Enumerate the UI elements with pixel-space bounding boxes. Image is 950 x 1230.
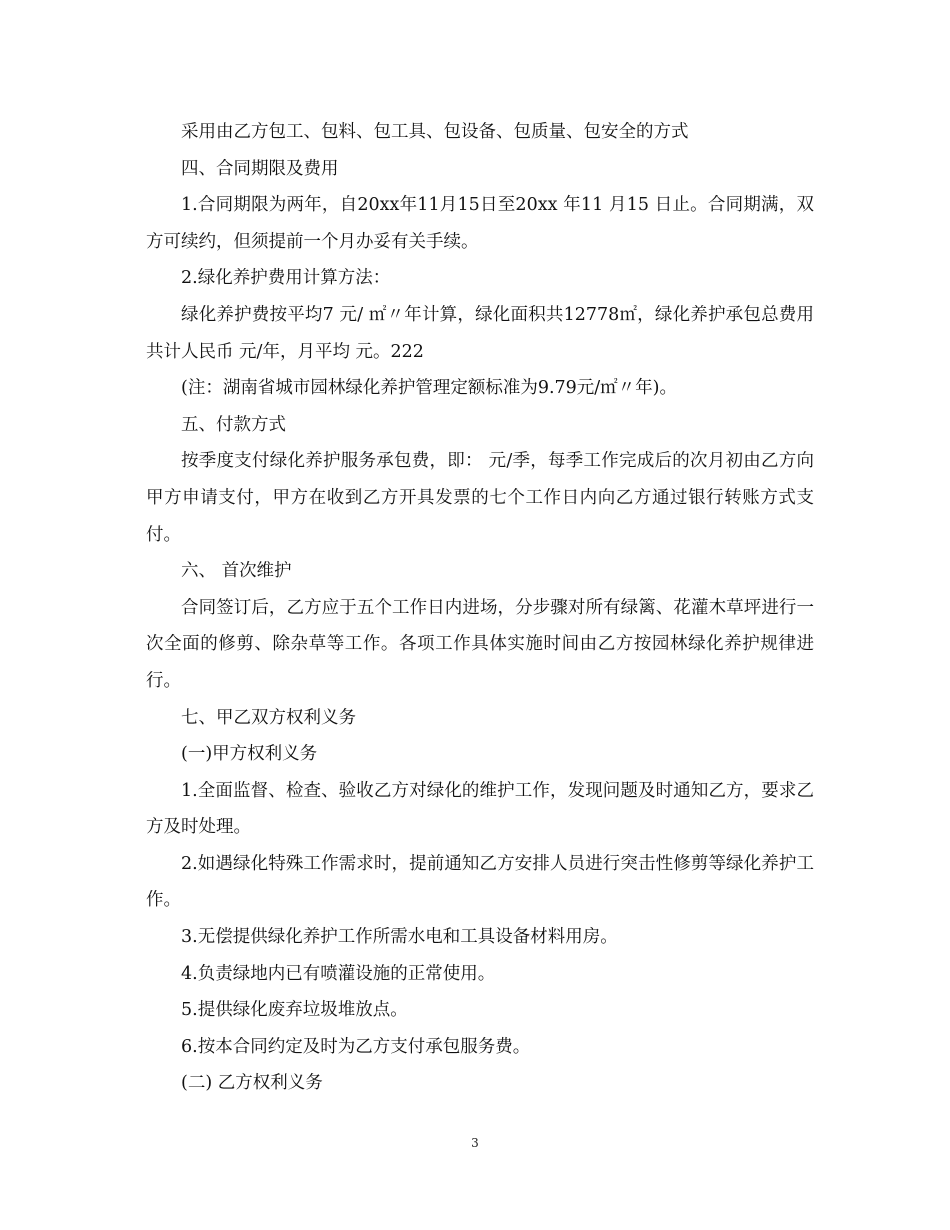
paragraph-first-maintenance: 合同签订后，乙方应于五个工作日内进场，分步骤对所有绿篱、花灌木草坪进行一次全面的修剪、除杂草等工作。各项工作具体实施时间由乙方按园林绿化养护规律进行。: [146, 597, 814, 691]
heading-party-a-rights: (一)甲方权利义务: [181, 744, 318, 765]
paragraph-fee-note: (注：湖南省城市园林绿化养护管理定额标准为9.79元/㎡〃年)。: [181, 378, 678, 399]
paragraph-party-a-item-1: 1.全面监督、检查、验收乙方对绿化的维护工作，发现问题及时通知乙方，要求乙方及时处理。: [146, 780, 814, 838]
heading-rights-obligations: 七、甲乙双方权利义务: [181, 707, 356, 728]
paragraph-party-a-item-4: 4.负责绿地内已有喷灌设施的正常使用。: [181, 963, 496, 984]
heading-first-maintenance: 六、 首次维护: [181, 561, 292, 582]
heading-party-b-rights: (二) 乙方权利义务: [181, 1073, 323, 1094]
paragraph-payment-method: 按季度支付绿化养护服务承包费，即： 元/季，每季工作完成后的次月初由乙方向甲方申请支付，甲方在收到乙方开具发票的七个工作日内向乙方通过银行转账方式支付。: [146, 451, 814, 545]
paragraph-work-method: 采用由乙方包工、包料、包工具、包设备、包质量、包安全的方式: [181, 122, 689, 142]
paragraph-contract-term: 1.合同期限为两年，自20xx年11月15日至20xx 年11 月15 日止。合同期满，双方可续约，但须提前一个月办妥有关手续。: [146, 195, 814, 252]
paragraph-party-a-item-2: 2.如遇绿化特殊工作需求时，提前通知乙方安排人员进行突击性修剪等绿化养护工作。: [146, 853, 814, 911]
document-body: [146, 114, 814, 1102]
paragraph-party-a-item-3: 3.无偿提供绿化养护工作所需水电和工具设备材料用房。: [181, 927, 618, 948]
heading-contract-term-and-fees: 四、合同期限及费用: [181, 158, 339, 179]
heading-payment-method: 五、付款方式: [181, 414, 286, 435]
paragraph-fee-calculation: 绿化养护费按平均7 元/ ㎡〃年计算，绿化面积共12778㎡，绿化养护承包总费用共计人民币 元/年，月平均 元。222: [146, 304, 814, 362]
paragraph-party-a-item-6: 6.按本合同约定及时为乙方支付承包服务费。: [181, 1036, 531, 1057]
page-number: 3: [471, 1136, 479, 1150]
paragraph-fee-calculation-title: 2.绿化养护费用计算方法：: [181, 268, 391, 289]
paragraph-party-a-item-5: 5.提供绿化废弃垃圾堆放点。: [181, 1000, 408, 1021]
